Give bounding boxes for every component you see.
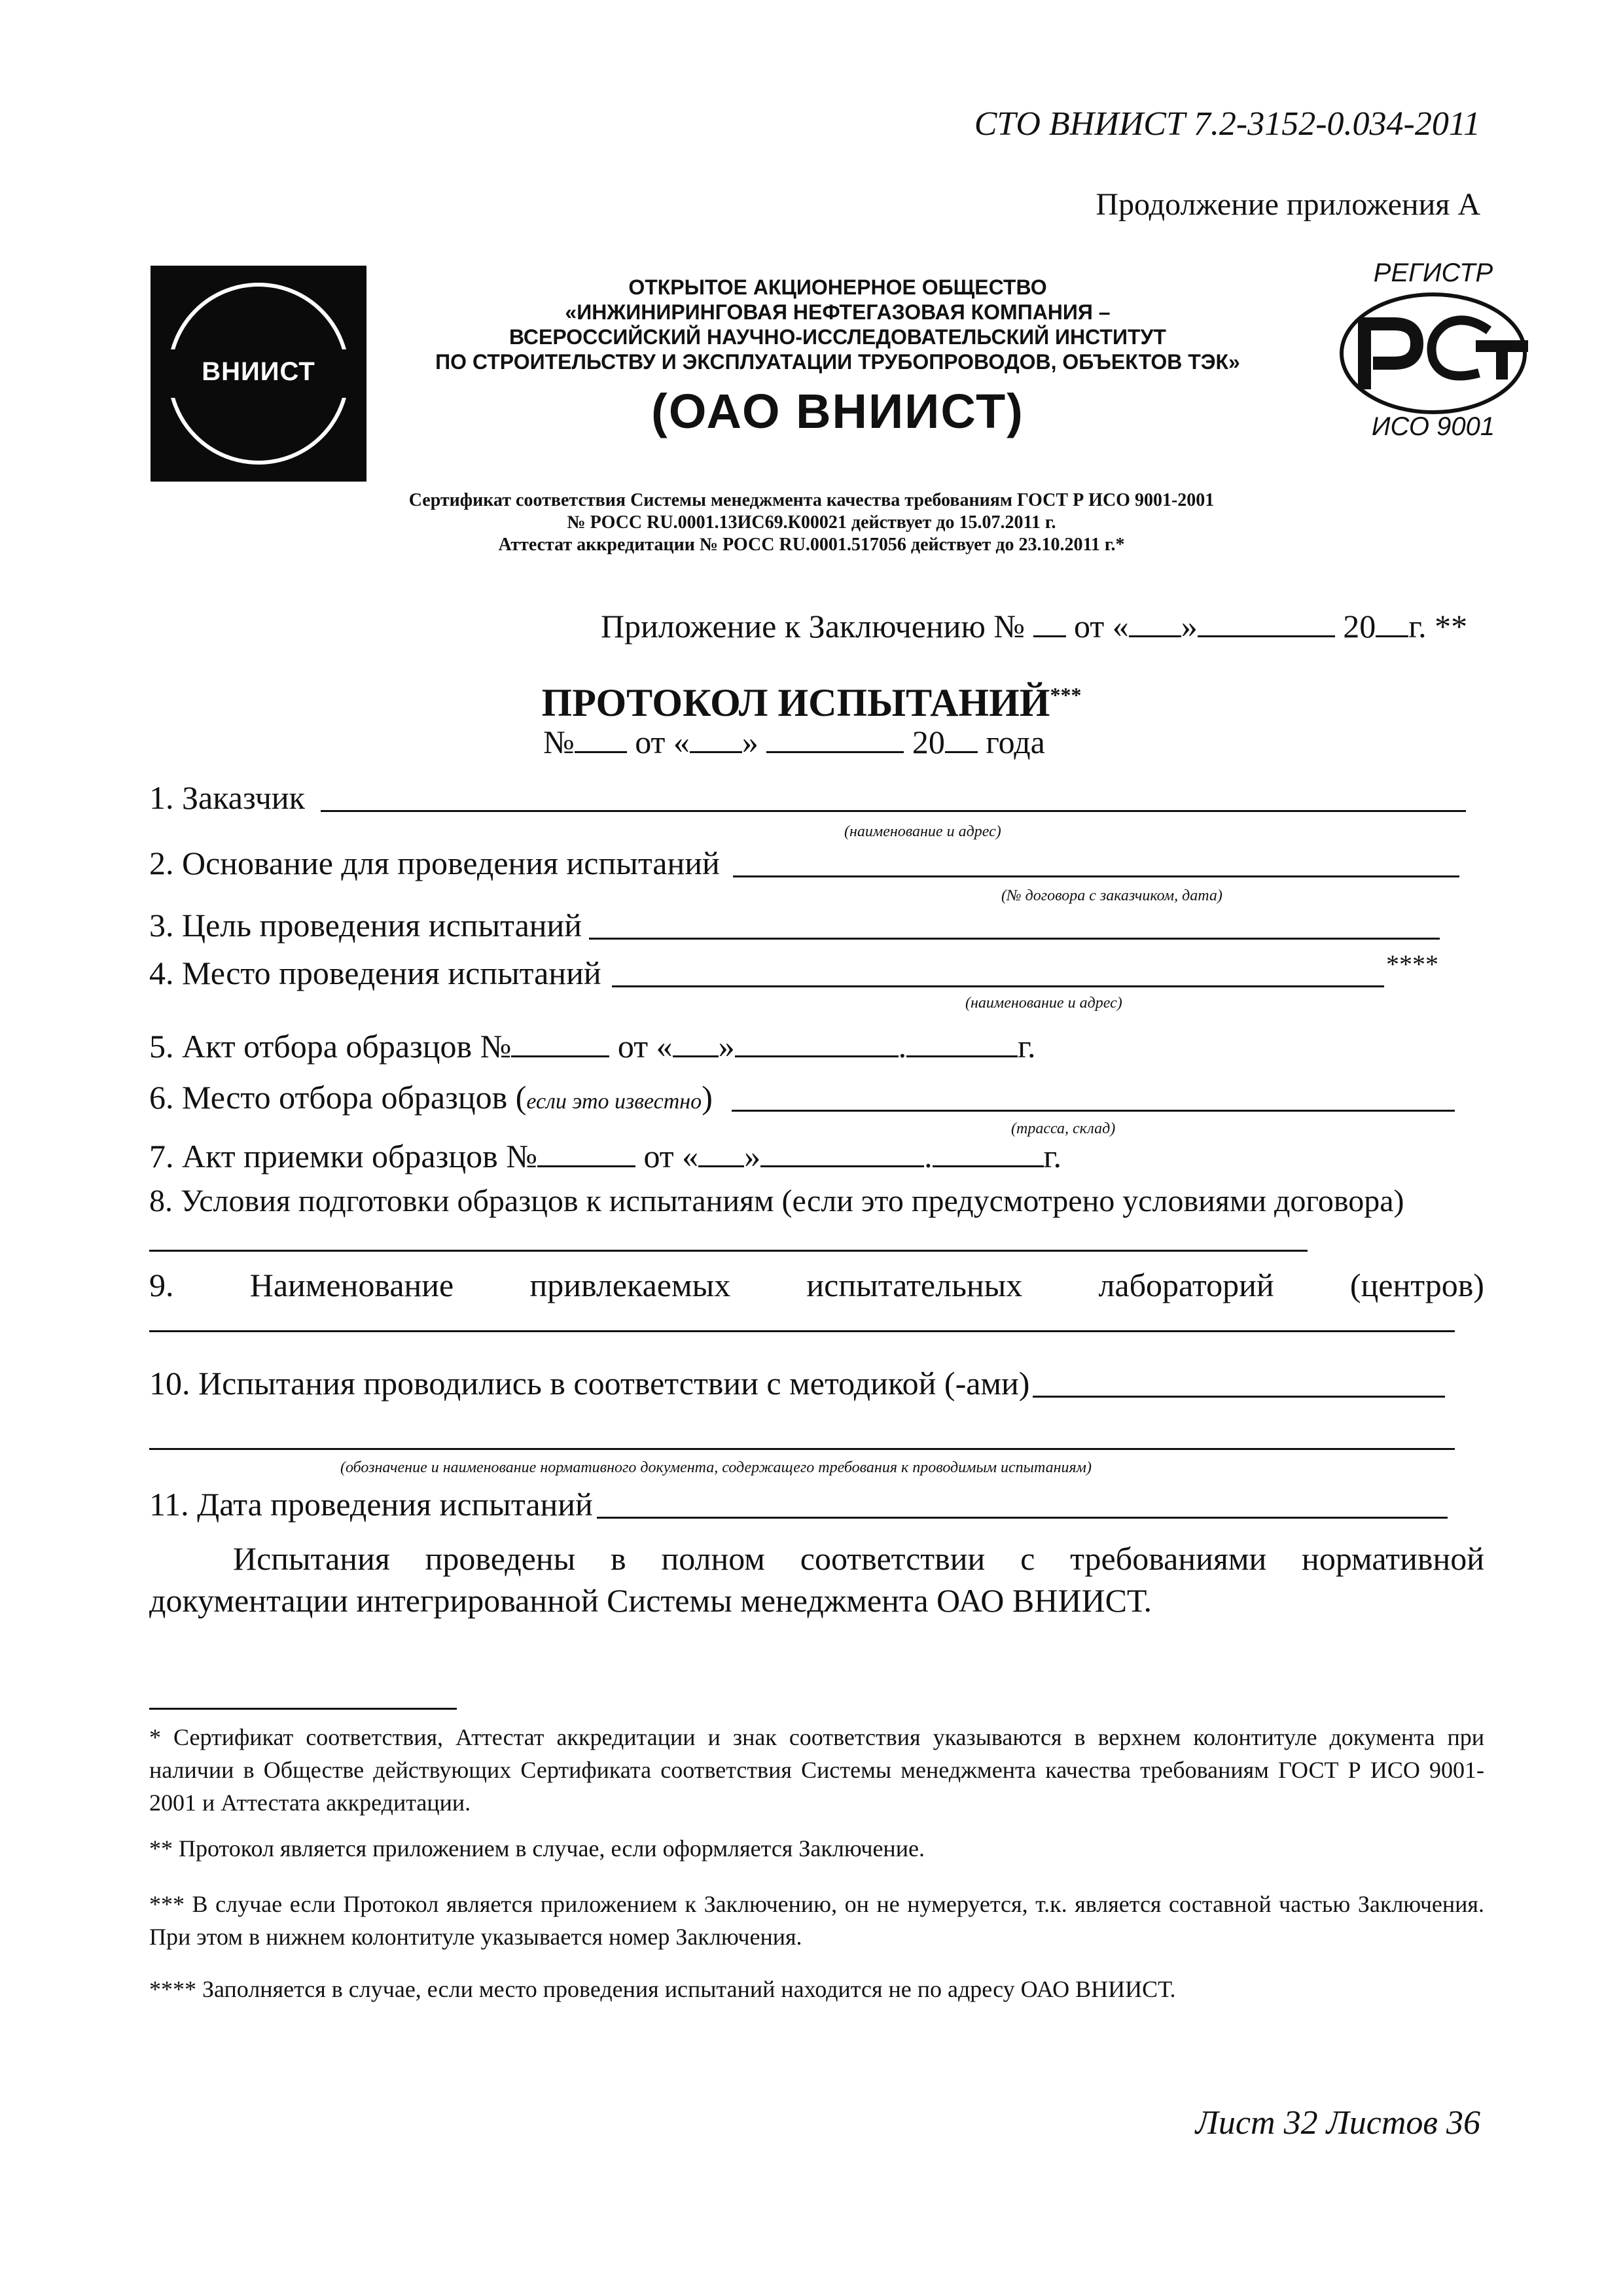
appendix-ot: от « — [1074, 608, 1129, 645]
protocol-month-field[interactable] — [766, 724, 904, 753]
field-7-year-field[interactable] — [933, 1138, 1044, 1167]
field-2-line[interactable] — [733, 875, 1459, 877]
footnote-separator — [149, 1708, 457, 1710]
field-5-ot: от « — [617, 1028, 673, 1065]
field-6-line[interactable] — [732, 1110, 1455, 1112]
cert-line-1: Сертификат соответствия Системы менеджмента качества требованиям ГОСТ Р ИСО 9001-2001 — [408, 490, 1215, 510]
cert-line-2: № РОСС RU.0001.13ИС69.К00021 действует до 15.07.2011 г. — [567, 512, 1056, 533]
appendix-year-field[interactable] — [1376, 608, 1408, 637]
field-7-close: » — [744, 1138, 761, 1174]
field-9-num: 9. — [149, 1267, 174, 1303]
field-10-line-2[interactable] — [149, 1448, 1455, 1450]
field-6-end: ) — [702, 1079, 713, 1116]
organization-name — [380, 275, 1296, 439]
field-5-close: » — [718, 1028, 735, 1065]
protocol-no: № — [543, 724, 575, 760]
protocol-title-mark: *** — [1050, 683, 1082, 707]
vniist-logo — [151, 266, 366, 482]
field-5-dot: . — [898, 1028, 907, 1065]
field-4-hint: (наименование и адрес) — [965, 995, 1122, 1012]
org-line-1: ОТКРЫТОЕ АКЦИОНЕРНОЕ ОБЩЕСТВО — [628, 275, 1047, 299]
field-5-line — [149, 1027, 1035, 1065]
sheet-number: Лист 32 Листов 36 — [1195, 2104, 1480, 2142]
appendix-continuation: Продолжение приложения А — [1096, 187, 1480, 222]
protocol-year: 20 — [912, 724, 945, 760]
field-4-label: 4. Место проведения испытаний — [149, 955, 601, 991]
footnote-2: ** Протокол является приложением в случае, если оформляется Заключение. — [149, 1835, 925, 1862]
field-5-month-field[interactable] — [735, 1028, 899, 1057]
protocol-close: » — [741, 724, 758, 760]
field-6-hint: (трасса, склад) — [1011, 1120, 1116, 1137]
field-7-ot: от « — [643, 1138, 699, 1174]
field-5-day-field[interactable] — [673, 1028, 719, 1057]
conformity-paragraph: Испытания проведены в полном соответствии с требованиями нормативной документации интегрированной Системы менеджмента ОАО ВНИИСТ. — [149, 1540, 1484, 1619]
protocol-suffix: года — [986, 724, 1045, 760]
field-5-number-field[interactable] — [511, 1028, 609, 1057]
field-5-no: № — [480, 1028, 512, 1065]
field-7-dot: . — [924, 1138, 933, 1174]
protocol-year-field[interactable] — [945, 724, 978, 753]
org-line-2: «ИНЖИНИРИНГОВАЯ НЕФТЕГАЗОВАЯ КОМПАНИЯ – — [565, 300, 1111, 324]
field-10-hint: (обозначение и наименование нормативного документа, содержащего требования к проводимым испытаниям) — [340, 1459, 1092, 1476]
org-abbreviation: (ОАО ВНИИСТ) — [651, 384, 1024, 438]
field-11-label: 11. Дата проведения испытаний — [149, 1486, 593, 1523]
field-1-line[interactable] — [321, 810, 1466, 812]
field-5-year-field[interactable] — [906, 1028, 1018, 1057]
certificate-info — [196, 489, 1427, 556]
logo-text: ВНИИСТ — [202, 357, 315, 386]
field-6-italic: если это известно — [526, 1089, 702, 1114]
field-7-number-field[interactable] — [537, 1138, 635, 1167]
field-2-hint: (№ договора с заказчиком, дата) — [1001, 887, 1222, 904]
appendix-day-field[interactable] — [1129, 608, 1181, 637]
footnote-3: *** В случае если Протокол является приложением к Заключению, он не нумеруется, т.к. является составной частью Заключения. При этом в нижнем колонтитуле указывается номер Заключения. — [149, 1891, 1484, 1950]
field-9-word-1: Наименование — [249, 1267, 454, 1303]
field-9-word-4: лабораторий — [1098, 1267, 1274, 1303]
protocol-title-text: ПРОТОКОЛ ИСПЫТАНИЙ — [541, 681, 1050, 724]
field-9-line[interactable] — [149, 1330, 1455, 1332]
certification-mark — [1329, 255, 1538, 445]
appendix-suffix: г. ** — [1408, 608, 1468, 645]
org-line-4: ПО СТРОИТЕЛЬСТВУ И ЭКСПЛУАТАЦИИ ТРУБОПРОВОДОВ, ОБЪЕКТОВ ТЭК» — [435, 350, 1240, 374]
org-line-3: ВСЕРОССИЙСКИЙ НАУЧНО-ИССЛЕДОВАТЕЛЬСКИЙ ИНСТИТУТ — [509, 325, 1166, 349]
field-9-word-5: (центров) — [1349, 1267, 1484, 1303]
field-7-no: № — [506, 1138, 537, 1174]
appendix-prefix: Приложение к Заключению № — [601, 608, 1025, 645]
field-9-word-3: испытательных — [806, 1267, 1023, 1303]
protocol-number-field[interactable] — [575, 724, 627, 753]
footnote-4: **** Заполняется в случае, если место проведения испытаний находится не по адресу ОАО ВНИИСТ. — [149, 1976, 1176, 2002]
appendix-line — [601, 607, 1467, 645]
appendix-month-field[interactable] — [1198, 608, 1335, 637]
field-7-month-field[interactable] — [760, 1138, 924, 1167]
field-4-mark: **** — [1386, 949, 1438, 979]
field-10-label: 10. Испытания проводились в соответствии с методикой (-ами) — [149, 1365, 1030, 1402]
field-2-label: 2. Основание для проведения испытаний — [149, 845, 720, 881]
cert-line-3: Аттестат аккредитации № РОСС RU.0001.517056 действует до 23.10.2011 г.* — [498, 535, 1125, 555]
field-9-label — [149, 1266, 1484, 1304]
appendix-close: » — [1181, 608, 1198, 645]
field-5-g: г. — [1018, 1028, 1036, 1065]
mark-top-text: РЕГИСТР — [1373, 258, 1493, 287]
field-7-label: 7. Акт приемки образцов — [149, 1138, 498, 1174]
appendix-number-field[interactable] — [1033, 608, 1066, 637]
field-8-label: 8. Условия подготовки образцов к испытаниям (если это предусмотрено условиями договора) — [149, 1184, 1404, 1218]
field-6-label — [149, 1078, 713, 1116]
protocol-ot: от « — [635, 724, 690, 760]
field-6-text: 6. Место отбора образцов ( — [149, 1079, 527, 1116]
field-3-line[interactable] — [589, 938, 1440, 940]
field-7-day-field[interactable] — [698, 1138, 744, 1167]
field-1-hint: (наименование и адрес) — [844, 823, 1001, 840]
appendix-year: 20 — [1343, 608, 1376, 645]
footnote-1: * Сертификат соответствия, Аттестат аккредитации и знак соответствия указываются в верхнем колонтитуле документа при наличии в Обществе действующих Сертификата соответствия Системы менеджмента качества требованиям ГОСТ Р ИСО 9001-2001 и Аттестата аккредитации. — [149, 1724, 1484, 1816]
field-10-line-1[interactable] — [1033, 1396, 1445, 1398]
field-7-line — [149, 1137, 1061, 1175]
field-11-line[interactable] — [597, 1517, 1448, 1519]
rst-mark-icon — [1329, 255, 1538, 445]
field-3-label: 3. Цель проведения испытаний — [149, 907, 582, 944]
field-5-label: 5. Акт отбора образцов — [149, 1028, 473, 1065]
document-number: СТО ВНИИСТ 7.2-3152-0.034-2011 — [974, 105, 1480, 143]
protocol-title — [0, 680, 1623, 726]
field-8-line[interactable] — [149, 1250, 1308, 1252]
field-1-label: 1. Заказчик — [149, 779, 305, 816]
protocol-day-field[interactable] — [690, 724, 742, 753]
protocol-number-line — [543, 723, 1045, 761]
field-9-word-2: привлекаемых — [529, 1267, 731, 1303]
field-4-line[interactable] — [612, 985, 1384, 987]
mark-bottom-text: ИСО 9001 — [1371, 412, 1495, 441]
field-7-g: г. — [1043, 1138, 1062, 1174]
